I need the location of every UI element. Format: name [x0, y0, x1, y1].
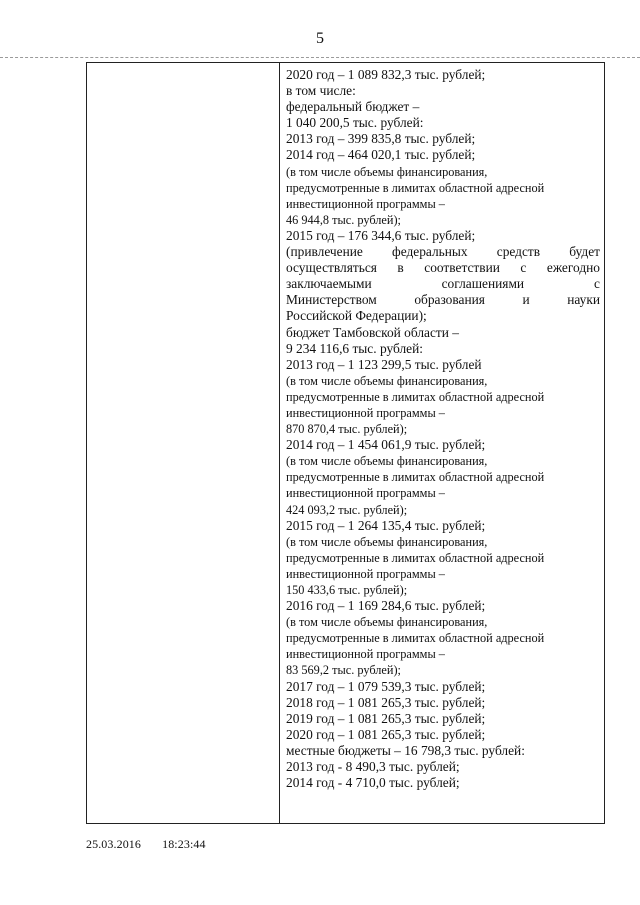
funding-line: местные бюджеты – 16 798,3 тыс. рублей: — [286, 742, 525, 758]
funding-note-line: инвестиционной программы – — [286, 196, 445, 211]
funding-line: 9 234 116,6 тыс. рублей: — [286, 340, 423, 356]
funding-note-line: предусмотренные в лимитах областной адресной — [286, 631, 545, 646]
funding-note-line: (в том числе объемы финансирования, — [286, 373, 488, 388]
print-timestamp — [86, 837, 206, 852]
print-date: 25.03.2016 — [86, 837, 141, 851]
funding-line: федеральный бюджет – — [286, 99, 420, 115]
header-divider — [0, 57, 640, 58]
funding-note-line: инвестиционной программы – — [286, 486, 445, 501]
page-number: 5 — [316, 30, 324, 47]
funding-line: 2013 год – 399 835,8 тыс. рублей; — [286, 131, 476, 147]
funding-note-line: инвестиционной программы – — [286, 566, 445, 581]
funding-line: 2013 год – 1 123 299,5 тыс. рублей — [286, 356, 482, 372]
funding-line: 2015 год – 176 344,6 тыс. рублей; — [286, 227, 476, 243]
table-column-divider — [279, 62, 280, 824]
funding-line: 1 040 200,5 тыс. рублей: — [286, 115, 424, 131]
funding-note-line: предусмотренные в лимитах областной адресной — [286, 470, 545, 485]
funding-note-line: Министерством образования и науки — [286, 292, 600, 308]
funding-note-line: (в том числе объемы финансирования, — [286, 534, 488, 549]
funding-note-line: предусмотренные в лимитах областной адресной — [286, 389, 545, 404]
funding-line: 2017 год – 1 079 539,3 тыс. рублей; — [286, 678, 486, 694]
funding-note-line: Российской Федерации); — [286, 308, 427, 324]
funding-note-line: (в том числе объемы финансирования, — [286, 164, 488, 179]
funding-line: в том числе: — [286, 83, 356, 99]
funding-note-line: 46 944,8 тыс. рублей); — [286, 212, 401, 227]
funding-line: 2014 год – 1 454 061,9 тыс. рублей; — [286, 437, 486, 453]
funding-note-line: (в том числе объемы финансирования, — [286, 454, 488, 469]
funding-note-line: инвестиционной программы – — [286, 647, 445, 662]
print-time: 18:23:44 — [162, 837, 206, 851]
funding-note-line: инвестиционной программы – — [286, 405, 445, 420]
funding-note-line: предусмотренные в лимитах областной адресной — [286, 550, 545, 565]
funding-line: бюджет Тамбовской области – — [286, 324, 459, 340]
funding-note-line: 83 569,2 тыс. рублей); — [286, 663, 401, 678]
funding-note-line: (привлечение федеральных средств будет — [286, 244, 600, 260]
funding-note-line: 150 433,6 тыс. рублей); — [286, 583, 408, 597]
funding-details-cell — [286, 67, 600, 791]
funding-note-line: заключаемыми соглашениями с — [286, 276, 600, 292]
funding-note-line: 870 870,4 тыс. рублей); — [286, 422, 408, 437]
funding-line: 2018 год – 1 081 265,3 тыс. рублей; — [286, 694, 486, 710]
funding-line: 2015 год – 1 264 135,4 тыс. рублей; — [286, 517, 486, 533]
funding-line: 2013 год - 8 490,3 тыс. рублей; — [286, 759, 460, 775]
funding-line: 2020 год – 1 089 832,3 тыс. рублей; — [286, 67, 486, 82]
funding-line: 2016 год – 1 169 284,6 тыс. рублей; — [286, 598, 486, 614]
funding-note-line: осуществляться в соответствии с ежегодно — [286, 260, 600, 276]
funding-line: 2020 год – 1 081 265,3 тыс. рублей; — [286, 726, 486, 742]
funding-line: 2014 год – 464 020,1 тыс. рублей; — [286, 147, 476, 163]
funding-line: 2019 год – 1 081 265,3 тыс. рублей; — [286, 710, 486, 726]
funding-note-line: предусмотренные в лимитах областной адресной — [286, 180, 545, 195]
funding-note-line: 424 093,2 тыс. рублей); — [286, 502, 408, 517]
funding-note-line: (в том числе объемы финансирования, — [286, 615, 488, 630]
funding-line: 2014 год - 4 710,0 тыс. рублей; — [286, 775, 460, 791]
